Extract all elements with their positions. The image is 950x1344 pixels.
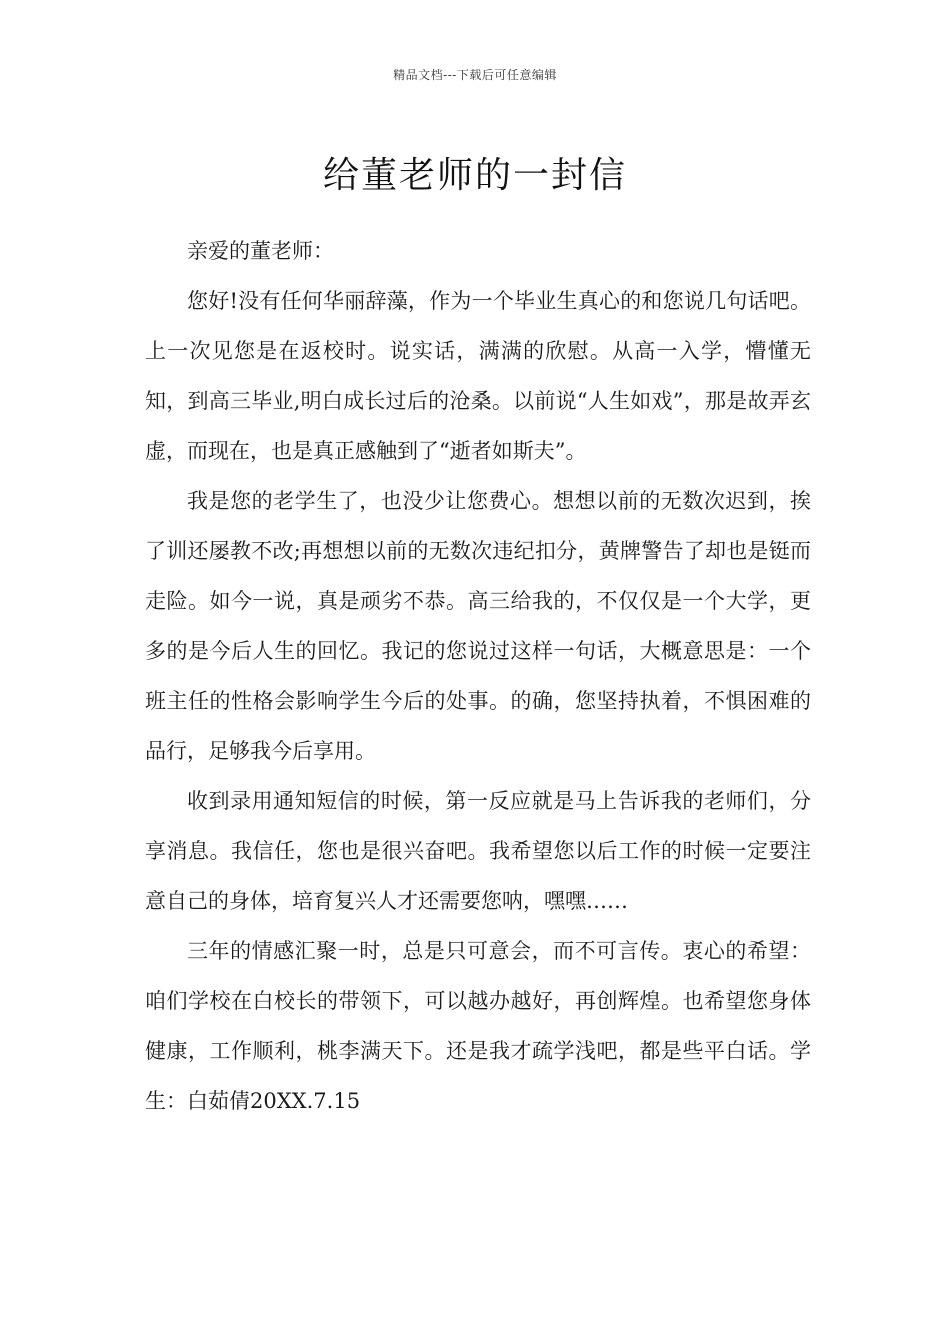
paragraph: 我是您的老学生了，也没少让您费心。想想以前的无数次迟到，挨了训还屡教不改;再想想以前的无数次违纪扣分，黄牌警告了却也是铤而走险。如今一说，真是顽劣不恭。高三给我的，不仅仅是一个大学，更多的是今后人生的回忆。我记的您说过这样一句话，大概意思是：一个班主任的性格会影响学生今后的处事。的确，您坚持执着，不惧困难的品行，足够我今后享用。 [145, 489, 811, 763]
header-note: 精品文档---下载后可任意编辑 [393, 68, 557, 82]
page-title: 给董老师的一封信 [322, 155, 627, 197]
paragraph: 三年的情感汇聚一时，总是只可意会，而不可言传。衷心的希望：咱们学校在白校长的带领下，可以越办越好，再创辉煌。也希望您身体健康，工作顺利，桃李满天下。还是我才疏学浅吧，都是些平白话。学生：白茹倩20XX.7.15 [145, 939, 811, 1113]
salutation: 亲爱的董老师： [187, 239, 334, 263]
paragraph: 您好!没有任何华丽辞藻，作为一个毕业生真心的和您说几句话吧。上一次见您是在返校时。说实话，满满的欣慰。从高一入学，懵懂无知，到高三毕业,明白成长过后的沧桑。以前说“人生如戏”，那是故弄玄虚，而现在，也是真正感触到了“逝者如斯夫”。 [145, 289, 811, 463]
letter-body [145, 226, 811, 1126]
paragraph: 收到录用通知短信的时候，第一反应就是马上告诉我的老师们，分享消息。我信任，您也是很兴奋吧。我希望您以后工作的时候一定要注意自己的身体，培育复兴人才还需要您呐，嘿嘿…… [145, 789, 811, 913]
